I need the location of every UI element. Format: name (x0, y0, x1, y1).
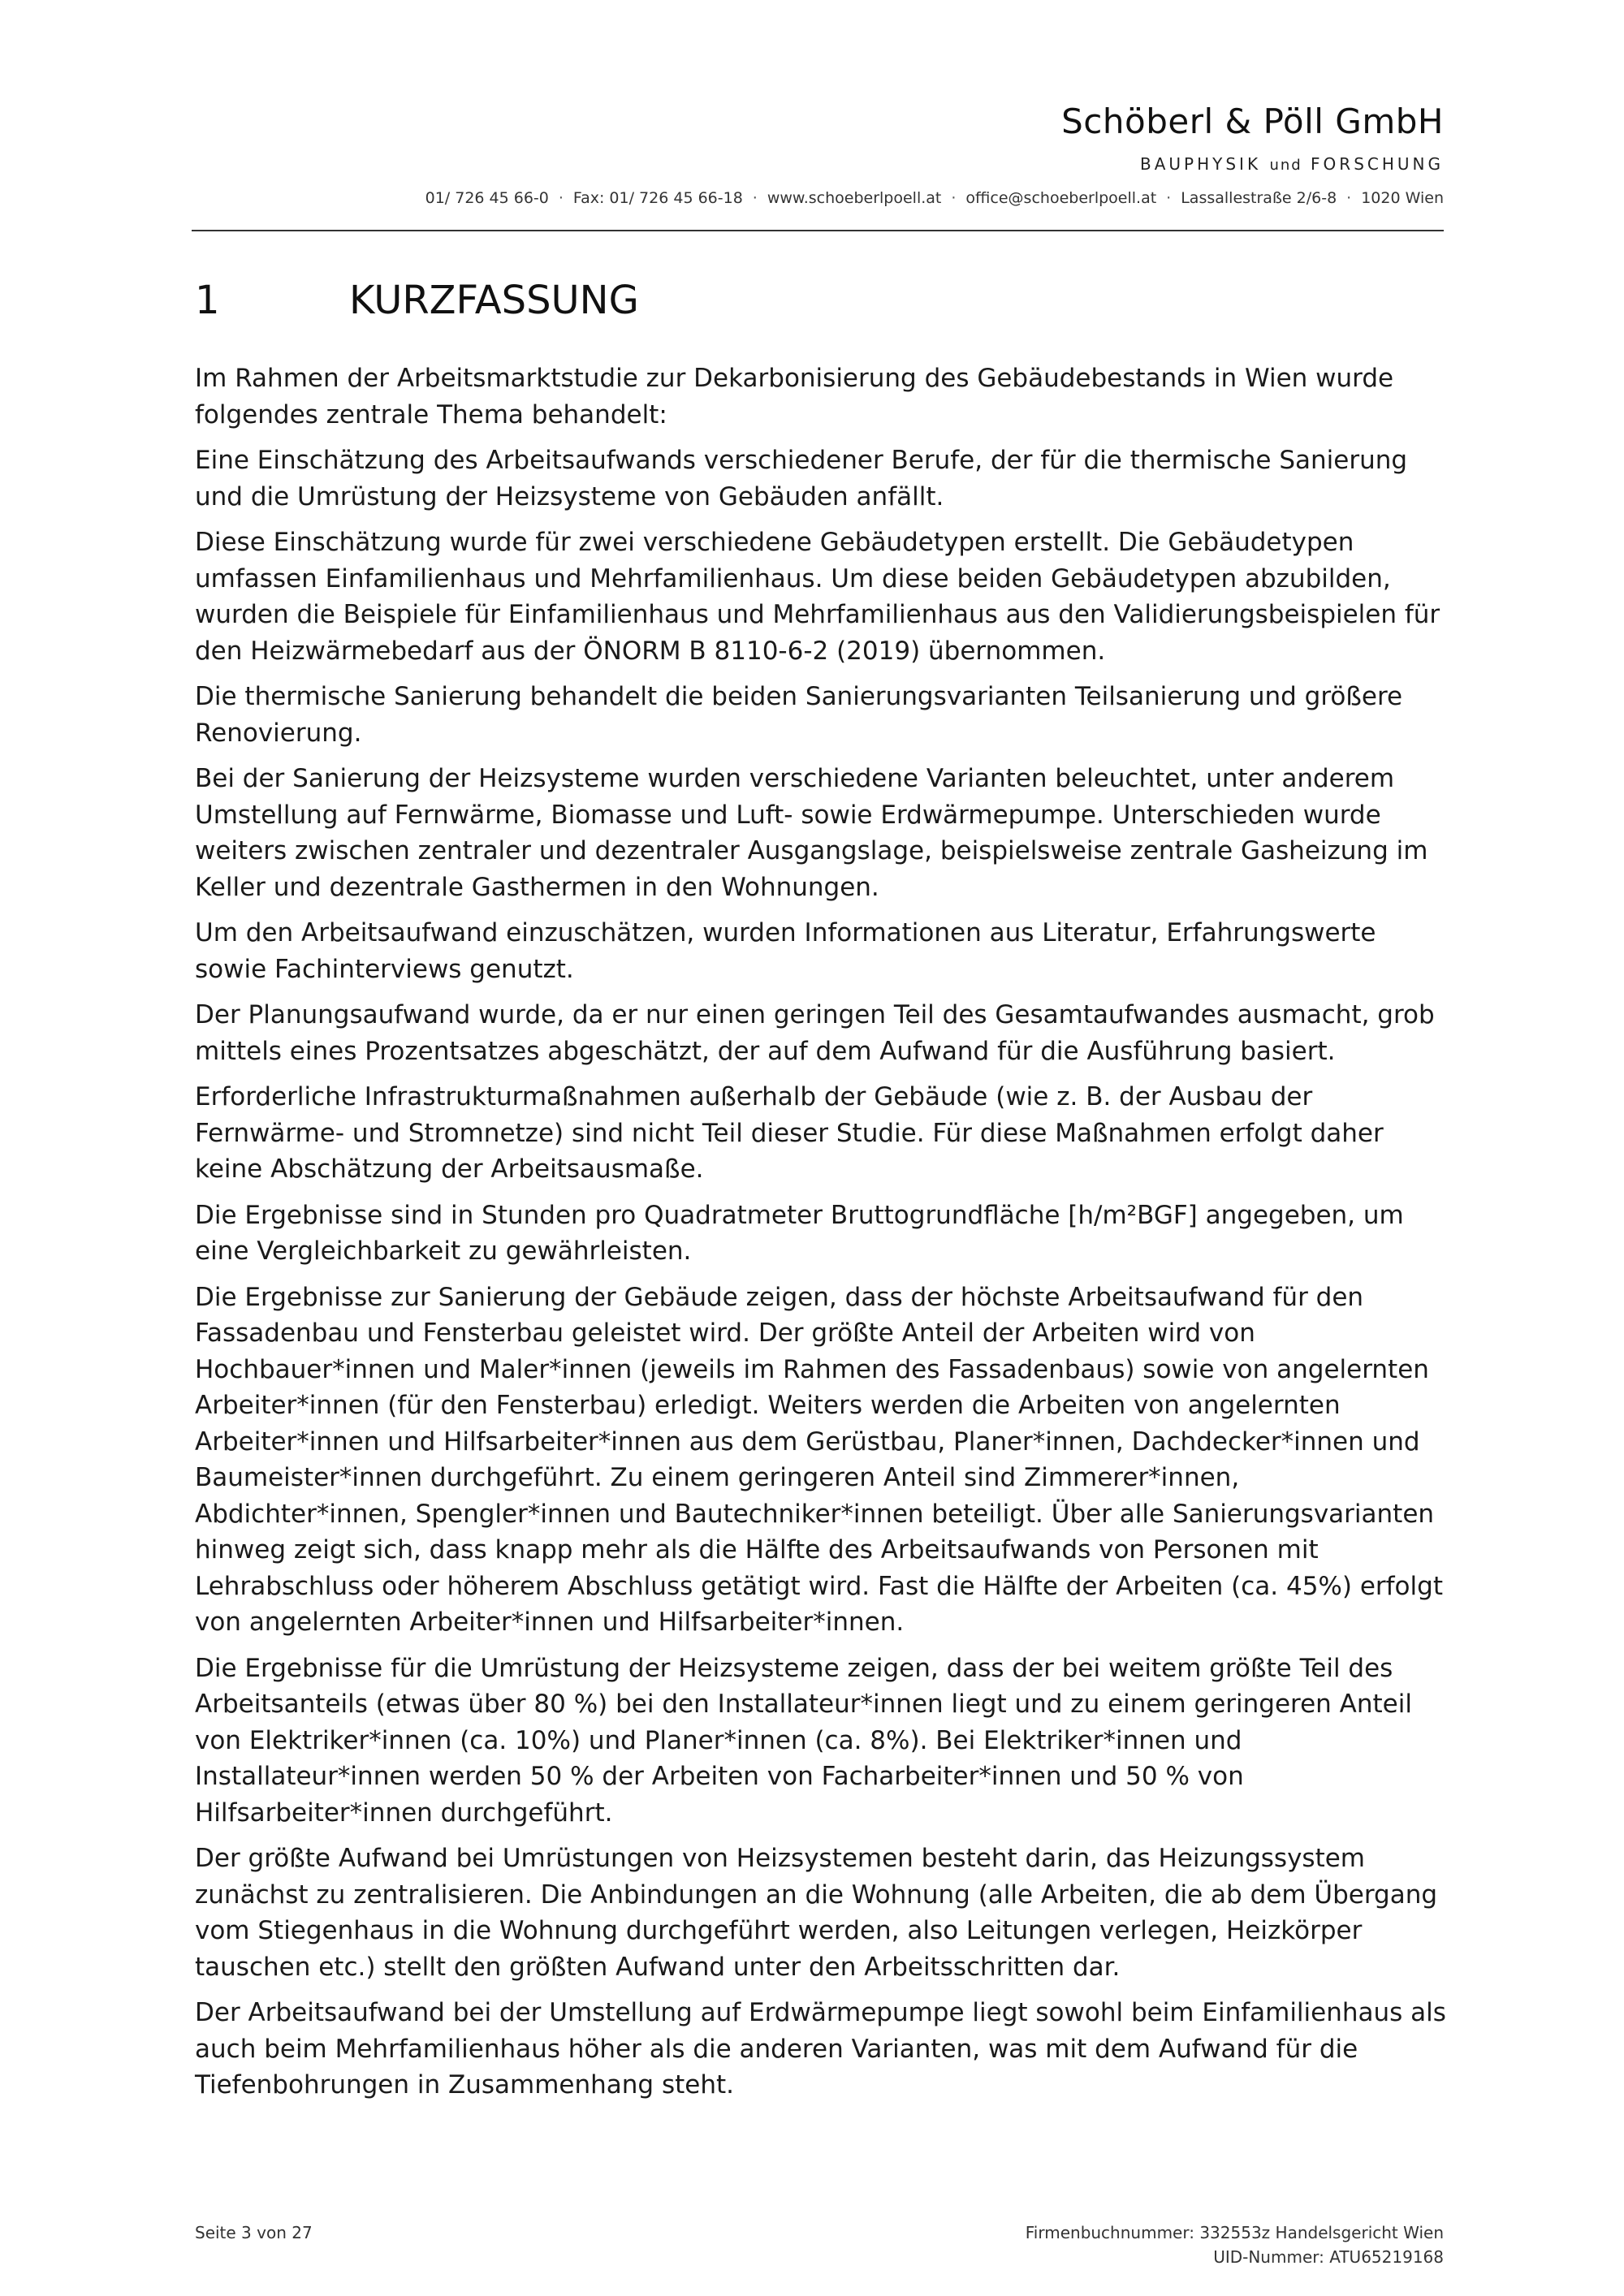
contact-separator: · (1346, 189, 1352, 207)
body-text (195, 360, 1452, 2113)
company-name: Schöberl & Pöll GmbH (1061, 101, 1444, 141)
paragraph: Im Rahmen der Arbeitsmarktstudie zur Dekarbonisierung des Gebäudebestands in Wien wurde folgendes zentrale Thema behandelt: (195, 364, 1394, 429)
paragraph: Die Ergebnisse sind in Stunden pro Quadratmeter Bruttogrundfläche [h/m²BGF] angegeben, um eine Vergleichbarkeit zu gewährleisten. (195, 1200, 1404, 1266)
company-register-number: Firmenbuchnummer: 332553z Handelsgericht Wien (1025, 2223, 1444, 2242)
contact-separator: · (558, 189, 564, 207)
uid-number: UID-Nummer: ATU65219168 (1213, 2247, 1444, 2267)
paragraph: Eine Einschätzung des Arbeitsaufwands verschiedener Berufe, der für die thermische Sanierung und die Umrüstung der Heizsysteme von Gebäuden anfällt. (195, 446, 1408, 511)
paragraph: Um den Arbeitsaufwand einzuschätzen, wurden Informationen aus Literatur, Erfahrungswerte sowie Fachinterviews genutzt. (195, 918, 1376, 984)
contact-phone: 01/ 726 45 66-0 (425, 189, 549, 207)
tagline-und: und (1269, 157, 1302, 174)
contact-street: Lassallestraße 2/6-8 (1181, 189, 1337, 207)
contact-website: www.schoeberlpoell.at (767, 189, 942, 207)
contact-separator: · (951, 189, 957, 207)
contact-city: 1020 Wien (1361, 189, 1444, 207)
header-divider (192, 230, 1444, 231)
letterhead (192, 99, 1444, 209)
paragraph: Die Ergebnisse zur Sanierung der Gebäude zeigen, dass der höchste Arbeitsaufwand für den Fassadenbau und Fensterbau geleistet wird. Der größte Anteil der Arbeiten wird von Hochbauer*innen und Maler*innen (jeweils im Rahmen des Fassadenbaus) sowie von angelernten Arbeiter*innen (für den Fensterbau) erledigt. Weiters werden die Arbeiten von angelernten Arbeiter*innen und Hilfsarbeiter*innen aus dem Gerüstbau, Planer*innen, Dachdecker*innen und Baumeister*innen durchgeführt. Zu einem geringeren Anteil sind Zimmerer*innen, Abdichter*innen, Spengler*innen und Bautechniker*innen beteiligt. Über alle Sanierungsvarianten hinweg zeigt sich, dass knapp mehr als die Hälfte des Arbeitsaufwands von Personen mit Lehrabschluss oder höherem Abschluss getätigt wird. Fast die Hälfte der Arbeiten (ca. 45%) erfolgt von angelernten Arbeiter*innen und Hilfsarbeiter*innen. (195, 1282, 1443, 1637)
paragraph: Diese Einschätzung wurde für zwei verschiedene Gebäudetypen erstellt. Die Gebäudetypen umfassen Einfamilienhaus und Mehrfamilienhaus. Um diese beiden Gebäudetypen abzubilden, wurden die Beispiele für Einfamilienhaus und Mehrfamilienhaus aus den Validierungsbeispielen für den Heizwärmebedarf aus der ÖNORM B 8110-6-2 (2019) übernommen. (195, 528, 1440, 666)
paragraph: Der größte Aufwand bei Umrüstungen von Heizsystemen besteht darin, das Heizungssystem zunächst zu zentralisieren. Die Anbindungen an die Wohnung (alle Arbeiten, die ab dem Übergang vom Stiegenhaus in die Wohnung durchgeführt werden, also Leitungen verlegen, Heizkörper tauschen etc.) stellt den größten Aufwand unter den Arbeitsschritten dar. (195, 1844, 1438, 1982)
paragraph: Der Planungsaufwand wurde, da er nur einen geringen Teil des Gesamtaufwandes ausmacht, grob mittels eines Prozentsatzes abgeschätzt, der auf dem Aufwand für die Ausführung basiert. (195, 1000, 1435, 1066)
footer-registration (1026, 2220, 1444, 2269)
paragraph: Bei der Sanierung der Heizsysteme wurden verschiedene Varianten beleuchtet, unter anderem Umstellung auf Fernwärme, Biomasse und Luft- sowie Erdwärmepumpe. Unterschieden wurde weiters zwischen zentraler und dezentraler Ausgangslage, beispielsweise zentrale Gasheizung im Keller und dezentrale Gasthermen in den Wohnungen. (195, 764, 1428, 902)
contact-email: office@schoeberlpoell.at (965, 189, 1157, 207)
paragraph: Erforderliche Infrastrukturmaßnahmen außerhalb der Gebäude (wie z. B. der Ausbau der Fernwärme- und Stromnetze) sind nicht Teil dieser Studie. Für diese Maßnahmen erfolgt daher keine Abschätzung der Arbeitsausmaße. (195, 1082, 1384, 1184)
page-number: Seite 3 von 27 (195, 2223, 313, 2242)
tagline-forschung: FORSCHUNG (1311, 154, 1444, 174)
contact-separator: · (1166, 189, 1172, 207)
contact-line (192, 187, 1444, 209)
contact-separator: · (752, 189, 758, 207)
company-tagline (192, 153, 1444, 177)
paragraph: Der Arbeitsaufwand bei der Umstellung auf Erdwärmepumpe liegt sowohl beim Einfamilienhaus als auch beim Mehrfamilienhaus höher als die anderen Varianten, was mit dem Aufwand für die Tiefenbohrungen in Zusammenhang steht. (195, 1998, 1446, 2100)
contact-fax: Fax: 01/ 726 45 66-18 (572, 189, 743, 207)
tagline-bauphysik: BAUPHYSIK (1140, 154, 1262, 174)
paragraph: Die thermische Sanierung behandelt die beiden Sanierungsvarianten Teilsanierung und größere Renovierung. (195, 682, 1403, 748)
section-number: 1 (195, 278, 220, 323)
section-heading (195, 274, 639, 326)
paragraph: Die Ergebnisse für die Umrüstung der Heizsysteme zeigen, dass der bei weitem größte Teil des Arbeitsanteils (etwas über 80 %) bei den Installateur*innen liegt und zu einem geringeren Anteil von Elektriker*innen (ca. 10%) und Planer*innen (ca. 8%). Bei Elektriker*innen und Installateur*innen werden 50 % der Arbeiten von Facharbeiter*innen und 50 % von Hilfsarbeiter*innen durchgeführt. (195, 1653, 1412, 1828)
section-title: KURZFASSUNG (349, 278, 639, 323)
